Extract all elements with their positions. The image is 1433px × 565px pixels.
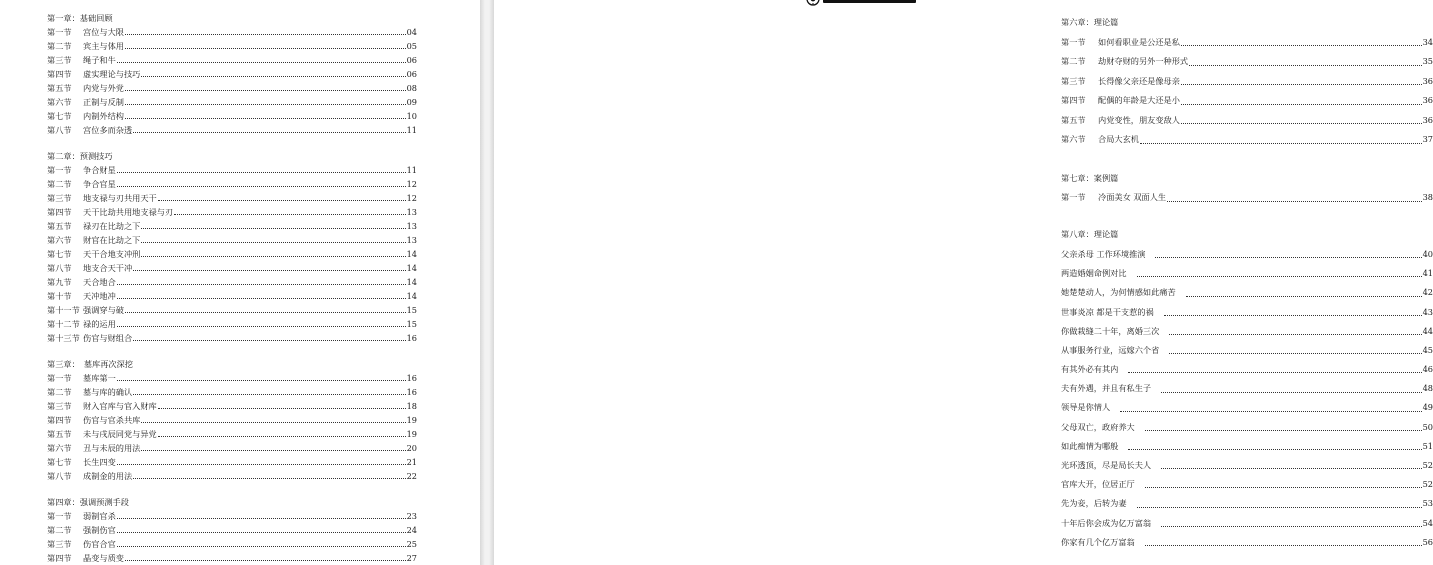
chapter-title: 第二章：预测技巧 xyxy=(47,151,113,161)
page-number: 18 xyxy=(406,401,417,411)
section-number: 第六节 xyxy=(47,443,72,453)
section-number: 第四节 xyxy=(47,553,72,563)
section-number: 第三节 xyxy=(47,193,72,203)
toc-entry[interactable] xyxy=(1061,303,1433,322)
page-number: 11 xyxy=(406,165,417,175)
dot-leader xyxy=(158,403,406,409)
page-number: 19 xyxy=(406,429,417,439)
page-number: 41 xyxy=(1422,268,1433,279)
dot-leader xyxy=(1161,463,1422,469)
chapter-title: 第六章：理论篇 xyxy=(1061,17,1119,27)
toc-entry[interactable] xyxy=(47,469,417,483)
section-number: 第十二节 xyxy=(47,319,80,329)
dot-leader xyxy=(158,195,406,201)
section-number: 第八节 xyxy=(47,125,72,135)
section-number: 第三节 xyxy=(47,55,72,65)
toc-chapter xyxy=(47,357,417,483)
page-number: 21 xyxy=(406,457,417,467)
toc-entry[interactable] xyxy=(1061,533,1433,552)
section-number: 第四节 xyxy=(1061,95,1086,105)
dot-leader xyxy=(117,459,406,465)
chapter-title: 第四章：强调预测手段 xyxy=(47,497,129,507)
section-number: 第六节 xyxy=(1061,134,1086,144)
entry-title: 未与戌辰同党与异党 xyxy=(83,429,157,439)
page-number: 38 xyxy=(1422,192,1433,202)
toc-entry[interactable] xyxy=(1061,399,1433,418)
entry-title: 伤官合官 xyxy=(83,539,116,549)
entry-title: 伤官与财组合 xyxy=(83,333,133,343)
dot-leader xyxy=(1164,310,1422,316)
dot-leader xyxy=(1140,138,1422,144)
toc-entry[interactable] xyxy=(47,509,417,523)
entry-title: 世事炎凉 都是干支惹的祸 xyxy=(1061,306,1154,317)
section-number: 第十一节 xyxy=(47,305,80,315)
entry-title: 配偶的年龄是大还是小 xyxy=(1098,95,1180,105)
dot-leader xyxy=(117,527,406,533)
entry-title: 绳子和牛 xyxy=(83,55,116,65)
entry-title: 有其外必有其内 xyxy=(1061,364,1119,375)
dot-leader xyxy=(141,237,405,243)
section-number: 第一节 xyxy=(1061,36,1086,47)
page-number: 36 xyxy=(1422,114,1433,125)
section-number: 第七节 xyxy=(47,457,72,467)
page-number: 36 xyxy=(1422,75,1433,86)
section-number: 第三节 xyxy=(47,401,72,411)
page-number: 46 xyxy=(1422,364,1433,375)
page-number: 42 xyxy=(1422,287,1433,298)
entry-title: 地支禄与刃共用天干 xyxy=(83,193,157,203)
toc-entry[interactable] xyxy=(1061,188,1433,208)
entry-title: 墓与库的确认 xyxy=(83,387,133,397)
dot-leader xyxy=(1145,425,1422,431)
entry-title: 虚实理论与技巧 xyxy=(83,69,141,79)
section-number: 第一节 xyxy=(47,511,72,521)
entry-title: 晶变与质变 xyxy=(83,553,124,563)
section-number: 第七节 xyxy=(47,249,72,259)
dot-leader xyxy=(117,321,406,327)
page-number: 12 xyxy=(406,179,417,189)
toc-entry[interactable] xyxy=(47,67,417,81)
logo-title-band xyxy=(823,0,916,3)
section-number: 第一节 xyxy=(47,27,72,37)
entry-title: 天合地合 xyxy=(83,277,116,287)
entry-title: 财官在比劫之下 xyxy=(83,235,141,245)
entry-title: 劫财夺财的另外一种形式 xyxy=(1098,56,1189,66)
entry-title: 内党变性，朋友变敌人 xyxy=(1098,114,1180,125)
page-number: 16 xyxy=(406,333,417,343)
toc-entry[interactable] xyxy=(1061,33,1433,53)
dot-leader xyxy=(117,375,406,381)
dot-leader xyxy=(125,99,406,105)
toc-entry[interactable] xyxy=(1061,111,1433,131)
section-number: 第八节 xyxy=(47,471,72,481)
toc-entry[interactable] xyxy=(1061,437,1433,456)
dot-leader xyxy=(117,167,406,173)
page-number: 25 xyxy=(406,539,417,549)
entry-title: 宫位多而杂透 xyxy=(83,125,133,135)
dot-leader xyxy=(125,307,406,313)
toc-entry[interactable] xyxy=(47,233,417,247)
toc-entry[interactable] xyxy=(47,537,417,551)
toc-entry[interactable] xyxy=(47,53,417,67)
toc-entry[interactable] xyxy=(1061,52,1433,72)
dot-leader xyxy=(1169,348,1421,354)
toc-entry[interactable] xyxy=(47,123,417,137)
toc-entry[interactable] xyxy=(47,205,417,219)
page-number: 40 xyxy=(1422,248,1433,259)
page-number: 20 xyxy=(406,443,417,453)
toc-entry[interactable] xyxy=(47,261,417,275)
page-number: 34 xyxy=(1422,36,1433,47)
toc-entry[interactable] xyxy=(47,399,417,413)
toc-entry[interactable] xyxy=(1061,341,1433,360)
toc-chapter xyxy=(1061,225,1433,553)
page-number: 14 xyxy=(406,291,417,301)
left-page xyxy=(0,0,480,565)
toc-entry[interactable] xyxy=(1061,245,1433,264)
toc-entry[interactable] xyxy=(47,163,417,177)
entry-title: 天干比劫共用地支禄与刃 xyxy=(83,207,174,217)
toc-entry[interactable] xyxy=(1061,418,1433,437)
dot-leader xyxy=(1169,329,1421,335)
toc-entry[interactable] xyxy=(47,39,417,53)
section-number: 第九节 xyxy=(47,277,72,287)
dot-leader xyxy=(1137,502,1422,508)
page-number: 49 xyxy=(1422,402,1433,413)
toc-entry[interactable] xyxy=(47,177,417,191)
page-number: 52 xyxy=(1422,460,1433,471)
dot-leader xyxy=(1128,367,1421,373)
page-number: 06 xyxy=(406,55,417,65)
entry-title: 父亲杀母 工作环境推演 xyxy=(1061,248,1146,259)
section-number: 第三节 xyxy=(1061,75,1086,86)
section-number: 第二节 xyxy=(47,41,72,51)
section-number: 第十三节 xyxy=(47,333,80,343)
section-number: 第一节 xyxy=(47,165,72,175)
section-number: 第五节 xyxy=(47,221,72,231)
dot-leader xyxy=(141,445,405,451)
dot-leader xyxy=(1189,60,1422,66)
toc-chapter xyxy=(47,11,417,137)
dot-leader xyxy=(141,251,405,257)
section-number: 第八节 xyxy=(47,263,72,273)
dot-leader xyxy=(133,389,405,395)
page-number: 16 xyxy=(406,373,417,383)
entry-title: 墓库第一 xyxy=(83,373,116,383)
page-number: 36 xyxy=(1422,95,1433,105)
page-number: 05 xyxy=(406,41,417,51)
toc-entry[interactable] xyxy=(47,427,417,441)
page-number: 04 xyxy=(406,27,417,37)
page-number: 27 xyxy=(406,553,417,563)
toc-entry[interactable] xyxy=(47,441,417,455)
dot-leader xyxy=(1137,271,1422,277)
toc-entry[interactable] xyxy=(47,455,417,469)
toc-entry[interactable] xyxy=(47,331,417,345)
entry-title: 地支合天干冲 xyxy=(83,263,133,273)
section-number: 第三节 xyxy=(47,539,72,549)
page-number: 16 xyxy=(406,387,417,397)
toc-entry[interactable] xyxy=(47,523,417,537)
section-number: 第一节 xyxy=(47,373,72,383)
toc-chapter xyxy=(47,495,417,565)
section-number: 第二节 xyxy=(47,179,72,189)
entry-title: 禄的运用 xyxy=(83,319,116,329)
page-number: 15 xyxy=(406,319,417,329)
toc-chapter xyxy=(1061,169,1433,208)
entry-title: 合局大玄机 xyxy=(1098,134,1139,144)
toc-entry[interactable] xyxy=(1061,514,1433,533)
entry-title: 弱制官杀 xyxy=(83,511,116,521)
entry-title: 强制伤官 xyxy=(83,525,116,535)
entry-title: 光环透顶，尽是局长夫人 xyxy=(1061,460,1152,471)
dot-leader xyxy=(133,473,405,479)
dot-leader xyxy=(1161,387,1422,393)
page-number: 44 xyxy=(1422,325,1433,336)
dot-leader xyxy=(133,127,405,133)
toc-left xyxy=(47,0,417,565)
page-number: 12 xyxy=(406,193,417,203)
entry-title: 冷面美女 双面人生 xyxy=(1098,192,1167,202)
page-number: 11 xyxy=(406,125,417,135)
right-page xyxy=(494,0,1433,565)
entry-title: 如何看职业是公还是私 xyxy=(1098,36,1180,47)
toc-entry[interactable] xyxy=(1061,379,1433,398)
entry-title: 禄刃在比劫之下 xyxy=(83,221,141,231)
dot-leader xyxy=(141,223,405,229)
toc-entry[interactable] xyxy=(47,191,417,205)
toc-entry[interactable] xyxy=(47,95,417,109)
page-number: 13 xyxy=(406,221,417,231)
entry-title: 伤官与官杀共库 xyxy=(83,415,141,425)
toc-entry[interactable] xyxy=(1061,283,1433,302)
dot-leader xyxy=(1161,521,1422,527)
dot-leader xyxy=(1181,40,1422,46)
chapter-title: 第八章：理论篇 xyxy=(1061,228,1119,239)
page-number: 24 xyxy=(406,525,417,535)
entry-title: 成制金的用法 xyxy=(83,471,133,481)
dot-leader xyxy=(141,71,405,77)
entry-title: 从事服务行业，远嫁六个省 xyxy=(1061,344,1160,355)
toc-chapter xyxy=(47,149,417,345)
page-number: 56 xyxy=(1422,536,1433,547)
page-number: 50 xyxy=(1422,421,1433,432)
entry-title: 正制与反制 xyxy=(83,97,124,107)
page-number: 08 xyxy=(406,83,417,93)
dot-leader xyxy=(141,417,405,423)
dot-leader xyxy=(117,279,406,285)
section-number: 第五节 xyxy=(1061,114,1086,125)
entry-title: 宫位与大限 xyxy=(83,27,124,37)
page-number: 14 xyxy=(406,263,417,273)
page-number: 15 xyxy=(406,305,417,315)
section-number: 第二节 xyxy=(47,525,72,535)
page-number: 37 xyxy=(1422,134,1433,144)
section-number: 第四节 xyxy=(47,207,72,217)
dot-leader xyxy=(117,181,406,187)
toc-right xyxy=(1061,0,1433,552)
page-number: 43 xyxy=(1422,306,1433,317)
entry-title: 官库大开，位居正厅 xyxy=(1061,479,1135,490)
entry-title: 你做栽缝二十年，离婚三次 xyxy=(1061,325,1160,336)
dot-leader xyxy=(1120,406,1421,412)
page-number: 23 xyxy=(406,511,417,521)
chapter-title: 第七章：案例篇 xyxy=(1061,172,1119,183)
page-number: 48 xyxy=(1422,383,1433,394)
dot-leader xyxy=(133,335,405,341)
toc-entry[interactable] xyxy=(1061,494,1433,513)
dot-leader xyxy=(158,431,406,437)
entry-title: 夫有外遇，并且有私生子 xyxy=(1061,383,1152,394)
toc-entry[interactable] xyxy=(1061,130,1433,150)
dot-leader xyxy=(174,209,406,215)
entry-title: 长生四变 xyxy=(83,457,116,467)
entry-title: 父母双亡，政府养大 xyxy=(1061,421,1135,432)
page-number: 09 xyxy=(406,97,417,107)
page-number: 14 xyxy=(406,249,417,259)
toc-entry[interactable] xyxy=(47,385,417,399)
section-number: 第四节 xyxy=(47,415,72,425)
toc-entry[interactable] xyxy=(47,219,417,233)
entry-title: 十年后你会成为亿万富翁 xyxy=(1061,517,1152,528)
page-number: 51 xyxy=(1422,440,1433,451)
toc-entry[interactable] xyxy=(47,25,417,39)
toc-chapter xyxy=(1061,13,1433,150)
dot-leader xyxy=(1167,196,1421,202)
toc-entry[interactable] xyxy=(1061,322,1433,341)
dot-leader xyxy=(1145,540,1422,546)
toc-entry[interactable] xyxy=(47,413,417,427)
entry-title: 天冲地冲 xyxy=(83,291,116,301)
dot-leader xyxy=(117,541,406,547)
toc-entry[interactable] xyxy=(47,109,417,123)
section-number: 第五节 xyxy=(47,83,72,93)
section-number: 第四节 xyxy=(47,69,72,79)
page-number: 53 xyxy=(1422,498,1433,509)
book-gutter xyxy=(480,0,494,565)
chapter-title: 第一章：基础回顾 xyxy=(47,13,113,23)
toc-entry[interactable] xyxy=(1061,456,1433,475)
toc-entry[interactable] xyxy=(47,81,417,95)
dot-leader xyxy=(125,555,406,561)
section-number: 第二节 xyxy=(1061,56,1086,66)
page-number: 52 xyxy=(1422,479,1433,490)
toc-entry[interactable] xyxy=(47,289,417,303)
toc-entry[interactable] xyxy=(47,303,417,317)
dot-leader xyxy=(125,113,406,119)
entry-title: 你家有几个亿万富翁 xyxy=(1061,536,1135,547)
toc-entry[interactable] xyxy=(47,371,417,385)
dot-leader xyxy=(1155,252,1421,258)
page-number: 19 xyxy=(406,415,417,425)
toc-entry[interactable] xyxy=(47,317,417,331)
entry-title: 宾主与体用 xyxy=(83,41,124,51)
page-number: 22 xyxy=(406,471,417,481)
entry-title: 长得像父亲还是像母亲 xyxy=(1098,75,1180,86)
toc-entry[interactable] xyxy=(47,551,417,565)
dot-leader xyxy=(117,293,406,299)
section-number: 第二节 xyxy=(47,387,72,397)
toc-entry[interactable] xyxy=(1061,360,1433,379)
entry-title: 先为妾，后转为妻 xyxy=(1061,498,1127,509)
page-number: 35 xyxy=(1422,56,1433,66)
sun-emblem-icon xyxy=(806,0,820,6)
entry-title: 争合官星 xyxy=(83,179,116,189)
entry-title: 内制外结构 xyxy=(83,111,124,121)
page-number: 13 xyxy=(406,235,417,245)
entry-title: 争合财星 xyxy=(83,165,116,175)
section-number: 第六节 xyxy=(47,97,72,107)
dot-leader xyxy=(1181,79,1422,85)
toc-entry[interactable] xyxy=(1061,72,1433,92)
dot-leader xyxy=(1145,482,1422,488)
entry-title: 财入官库与官入财库 xyxy=(83,401,157,411)
dot-leader xyxy=(1181,99,1422,105)
toc-entry[interactable] xyxy=(1061,91,1433,111)
dot-leader xyxy=(1181,118,1422,124)
page-number: 13 xyxy=(406,207,417,217)
page-number: 14 xyxy=(406,277,417,287)
dot-leader xyxy=(125,85,406,91)
dot-leader xyxy=(1128,444,1421,450)
toc-entry[interactable] xyxy=(47,275,417,289)
entry-title: 强调穿与破 xyxy=(83,305,124,315)
entry-title: 两造婚姻命例对比 xyxy=(1061,268,1127,279)
entry-title: 如此痴情为哪般 xyxy=(1061,440,1119,451)
entry-title: 天干合地支冲刑 xyxy=(83,249,141,259)
section-number: 第五节 xyxy=(47,429,72,439)
entry-title: 内党与外党 xyxy=(83,83,124,93)
entry-title: 她楚楚动人，为何情感如此痛苦 xyxy=(1061,287,1176,298)
section-number: 第六节 xyxy=(47,235,72,245)
toc-entry[interactable] xyxy=(1061,264,1433,283)
page-number: 06 xyxy=(406,69,417,79)
dot-leader xyxy=(117,57,406,63)
toc-entry[interactable] xyxy=(1061,475,1433,494)
entry-title: 丑与未辰的用法 xyxy=(83,443,141,453)
publisher-logo xyxy=(806,0,916,6)
dot-leader xyxy=(125,43,406,49)
chapter-title: 第三章： 墓库再次深挖 xyxy=(47,359,133,369)
section-number: 第十节 xyxy=(47,291,72,301)
page-number: 45 xyxy=(1422,344,1433,355)
page-number: 54 xyxy=(1422,517,1433,528)
entry-title: 领导是你情人 xyxy=(1061,402,1111,413)
dot-leader xyxy=(117,513,406,519)
section-number: 第七节 xyxy=(47,111,72,121)
section-number: 第一节 xyxy=(1061,192,1086,202)
toc-entry[interactable] xyxy=(47,247,417,261)
dot-leader xyxy=(133,265,405,271)
dot-leader xyxy=(1186,291,1422,297)
page-number: 10 xyxy=(406,111,417,121)
dot-leader xyxy=(125,29,406,35)
